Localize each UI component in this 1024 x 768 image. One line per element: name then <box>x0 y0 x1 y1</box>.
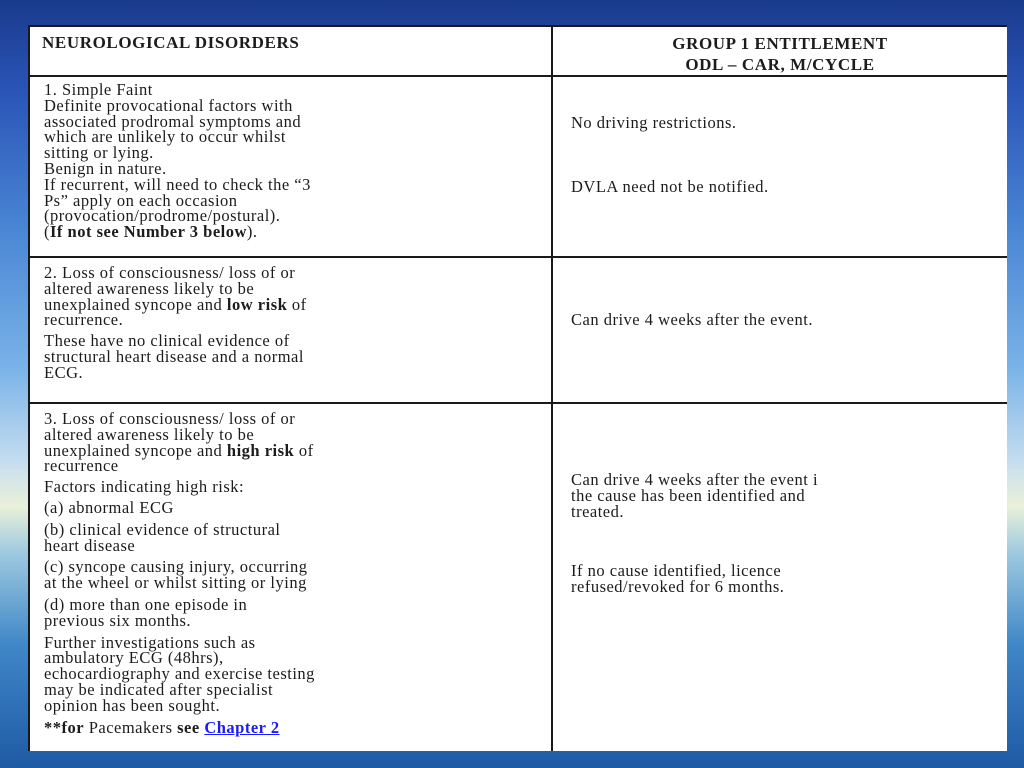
chapter-2-link[interactable]: Chapter 2 <box>204 717 280 737</box>
row1-condition-cell <box>29 76 552 257</box>
row2-text: ECG. <box>44 362 84 382</box>
row3-licence-refused: If no cause identified, licence <box>571 561 782 581</box>
row2-drive-note: Can drive 4 weeks after the event. <box>571 310 813 329</box>
row1-text: (provocation/prodrome/postural). <box>44 206 281 226</box>
table-row <box>29 257 1007 403</box>
row2-text: altered awareness likely to be <box>44 278 255 298</box>
row3-factor-c: at the wheel or whilst sitting or lying <box>44 573 307 593</box>
row3-investigations: opinion has been sought. <box>44 695 221 715</box>
row1-entitlement-cell <box>552 76 1007 257</box>
row1-text: Benign in nature. <box>44 158 167 178</box>
row3-text: altered awareness likely to be <box>44 424 255 444</box>
row1-text: associated prodromal symptoms and <box>44 111 302 131</box>
row3-factor-a: (a) abnormal ECG <box>44 497 174 517</box>
row3-investigations: echocardiography and exercise testing <box>44 664 315 684</box>
row1-text: If recurrent, will need to check the “3 <box>44 174 311 194</box>
row3-drive-condition: the cause has been identified and <box>571 485 806 505</box>
table-row <box>29 403 1007 751</box>
row3-factor-c: (c) syncope causing injury, occurring <box>44 557 308 577</box>
header-line-1: GROUP 1 ENTITLEMENT <box>672 34 888 53</box>
row3-drive-condition: Can drive 4 weeks after the event i <box>571 470 819 489</box>
row3-factor-b: (b) clinical evidence of structural <box>44 519 281 539</box>
row3-factor-d: previous six months. <box>44 610 192 630</box>
row1-text: Definite provocational factors with <box>44 95 293 115</box>
table-row <box>29 76 1007 257</box>
row2-entitlement-cell <box>552 257 1007 403</box>
row1-dvla-note: DVLA need not be notified. <box>571 176 769 196</box>
header-line-2: ODL – CAR, M/CYCLE <box>685 55 875 74</box>
row3-text: 3. Loss of consciousness/ loss of or <box>44 409 296 428</box>
row3-factor-d: (d) more than one episode in <box>44 594 248 614</box>
row3-investigations: Further investigations such as <box>44 632 256 652</box>
row3-condition-cell <box>29 403 552 751</box>
row3-drive-condition: treated. <box>571 501 625 521</box>
row1-title: 1. Simple Faint <box>44 80 153 99</box>
row3-text: recurrence <box>44 456 119 476</box>
row3-investigations: may be indicated after specialist <box>44 679 274 699</box>
header-neurological-disorders: NEUROLOGICAL DISORDERS <box>29 26 552 76</box>
row3-pacemaker-note: **for Pacemakers see Chapter 2 <box>44 717 280 737</box>
row2-text: recurrence. <box>44 310 124 330</box>
row1-no-restrictions: No driving restrictions. <box>571 113 737 132</box>
row2-text: unexplained syncope and low risk of <box>44 294 307 314</box>
row3-factor-b: heart disease <box>44 535 136 555</box>
row2-condition-cell <box>29 257 552 403</box>
row3-licence-refused: refused/revoked for 6 months. <box>571 577 785 597</box>
guidance-table <box>28 25 1007 751</box>
row2-text: structural heart disease and a normal <box>44 346 304 366</box>
row2-text: 2. Loss of consciousness/ loss of or <box>44 263 296 282</box>
row3-text: unexplained syncope and high risk of <box>44 440 314 460</box>
row2-text: These have no clinical evidence of <box>44 331 290 351</box>
row3-factors: Factors indicating high risk: <box>44 477 245 497</box>
table-header-row <box>29 26 1007 76</box>
row1-text: which are unlikely to occur whilst <box>44 127 286 147</box>
row3-entitlement-cell <box>552 403 1007 751</box>
row1-text: Ps” apply on each occasion <box>44 190 238 210</box>
header-group1-entitlement <box>552 26 1007 76</box>
row3-investigations: ambulatory ECG (48hrs), <box>44 648 224 668</box>
row1-text: sitting or lying. <box>44 143 154 163</box>
row1-see-number3: (If not see Number 3 below). <box>44 222 258 242</box>
slide-table-image <box>28 25 1007 751</box>
